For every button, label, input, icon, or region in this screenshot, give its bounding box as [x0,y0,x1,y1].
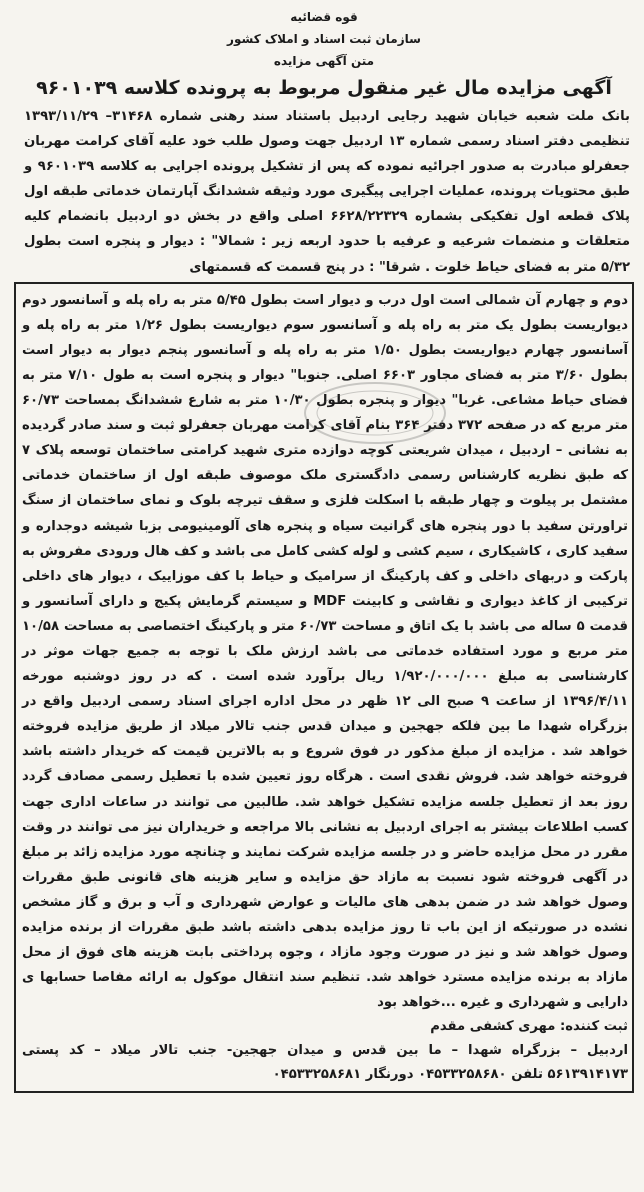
registrar-line: ثبت کننده: مهری کشفی مقدم [430,1019,628,1035]
notice-intro: بانک ملت شعبه خیابان شهید رجایی اردبیل باستناد سند رهنی شماره ۳۱۴۶۸– ۱۳۹۳/۱۱/۲۹ تنظیمی دفتر اسناد رسمی شماره ۱۳ اردبیل جهت وصول طلب خود علیه آقای کرامت مهربان جعفرلو مبادرت به صدور اجرائیه نموده که پس از تشکیل پرونده اجرایی به کلاسه ۹۶۰۱۰۳۹ و طبق محتویات پرونده، عملیات اجرایی پیگیری مورد وثیقه ششدانگ آپارتمان خدماتی طبقه اول پلاک قطعه اول تفکیکی بشماره ۶۶۲۸/۲۲۳۲۹ اصلی واقع در بخش دو اردبیل بانضمام کلیه متعلقات و منضمات شرعیه و عرفیه با حدود اربعه زیر : شمالا" : دیوار و پنجره است بطول ۵/۳۲ متر به فضای حیاط خلوت . شرقا" : در پنج قسمت که قسمتهای [24,109,631,275]
notice-body-box [14,282,634,1094]
notice-body: دوم و چهارم آن شمالی است اول درب و دیوار است بطول ۵/۴۵ متر به راه پله و آسانسور دوم دیواریست بطول یک متر به راه پله و آسانسور سوم دیواریست بطول ۱/۲۶ متر به راه پله و آسانسور چهارم دیواریست بطول ۱/۵۰ متر به راه پله و آسانسور پنجم دیوار به دیوار است بطول ۳/۶۰ متر به فضای مجاور ۶۶۰۳ اصلی. جنوبا" دیوار و پنجره است به طول ۷/۱۰ متر به فضای حیاط مشاعی. غربا" دیوار و پنجره بطول ۱۰/۳۰ متر به شارع ششدانگ بمساحت ۶۰/۷۳ متر مربع که در صفحه ۳۷۲ دفتر ۳۶۴ بنام آقای کرامت مهربان جعفرلو ثبت و سند صادر گردیده به نشانی – اردبیل ، میدان شریعتی کوچه دوازده متری شهید کرامتی ساختمان توسعه پلاک ۷ که طبق نظریه کارشناس رسمی دادگستری ملک موصوف طبقه اول از ساختمان خدماتی مشتمل بر پیلوت و چهار طبقه با اسکلت فلزی و سقف تیرچه بلوک و نمای ساختمان از سنگ تراورتن سفید با دور پنجره های گرانیت سیاه و پنجره های آلومینیومی بزبا شیشه دوجداره و سفید کاری ، کاشیکاری ، سیم کشی و لوله کشی کامل می باشد و کف هال ورودی مفروش به پارکت و دربهای داخلی و کف پارکینگ از سرامیک و حیاط با کف موزاییک ، دیوار های داخلی ترکیبی از کاغذ دیواری و نقاشی و کابینت MDF و سیستم گرمایش پکیج و دارای آسانسور و قدمت ۵ ساله می باشد با یک اتاق و مساحت ۶۰/۷۳ متر و پارکینگ اختصاصی به مساحت ۱۰/۵۸ متر مربع و مورد استفاده خدماتی می باشد ارزش ملک با توجه به جمیع جهات موثر در کارشناسی به مبلغ ۱/۹۲۰/۰۰۰/۰۰۰ ریال برآورد شده است . که در روز دوشنبه مورخه ۱۳۹۶/۴/۱۱ از ساعت ۹ صبح الی ۱۲ ظهر در محل اداره اجرای اسناد رسمی اردبیل واقع در بزرگراه شهدا ما بین فلکه جهجین و میدان قدس جنب تالار میلاد از طریق مزایده فروخته خواهد شد . مزایده از مبلغ مذکور در فوق شروع و به بالاترین قیمت که خریدار داشته باشد فروخته خواهد شد. فروش نقدی است . هرگاه روز تعیین شده با تعطیل رسمی مصادف گردد روز بعد از تعطیل جلسه مزایده تشکیل خواهد شد. طالبین می توانند در ساعات اداری جهت کسب اطلاعات بیشتر به اجرای اردبیل به نشانی بالا مراجعه و خریداران نیز می توانند در وقت مقرر در محل مزایده حاضر و در جلسه مزایده شرکت نمایند و چنانچه مورد مزایده زائد بر مبلغ در آگهی فروخته شود نسبت به مازاد حق مزایده و سایر هزینه های قانونی طبق مقررات وصول خواهد شد در ضمن بدهی های مالیات و عوارض شهرداری و آب و برق و گاز مشخص نشده در صورتیکه از این باب تا روز مزایده بدهی داشته باشد طبق مقررات از برنده مزایده وصول خواهد شد و نیز در صورت وجود مازاد ، وجوه پرداختی بابت هزینه های فوق از محل مازاد به برنده مزایده مسترد خواهد شد. تنظیم سند انتقال موکول به ارائه مفاصا حسابها ی دارایی و شهرداری و غیره ...خواهد بود [22,292,628,1011]
contact-address: اردبیل – بزرگراه شهدا – ما بین قدس و میدان جهجین- جنب تالار میلاد – کد پستی ۵۶۱۳۹۱۴۱۷۳ تلفن ۰۴۵۳۳۲۵۸۶۸۰ دورنگار ۰۴۵۳۳۲۵۸۶۸۱ [22,1043,628,1083]
notice-type: متن آگهی مزایده [273,54,375,68]
org-judiciary: قوه قضائیه [290,10,358,24]
notice-headline: آگهی مزایده مال غیر منقول مربوط به پرونده کلاسه ۹۶۰۱۰۳۹ [36,77,612,99]
org-registration: سازمان ثبت اسناد و املاک کشور [227,32,421,46]
